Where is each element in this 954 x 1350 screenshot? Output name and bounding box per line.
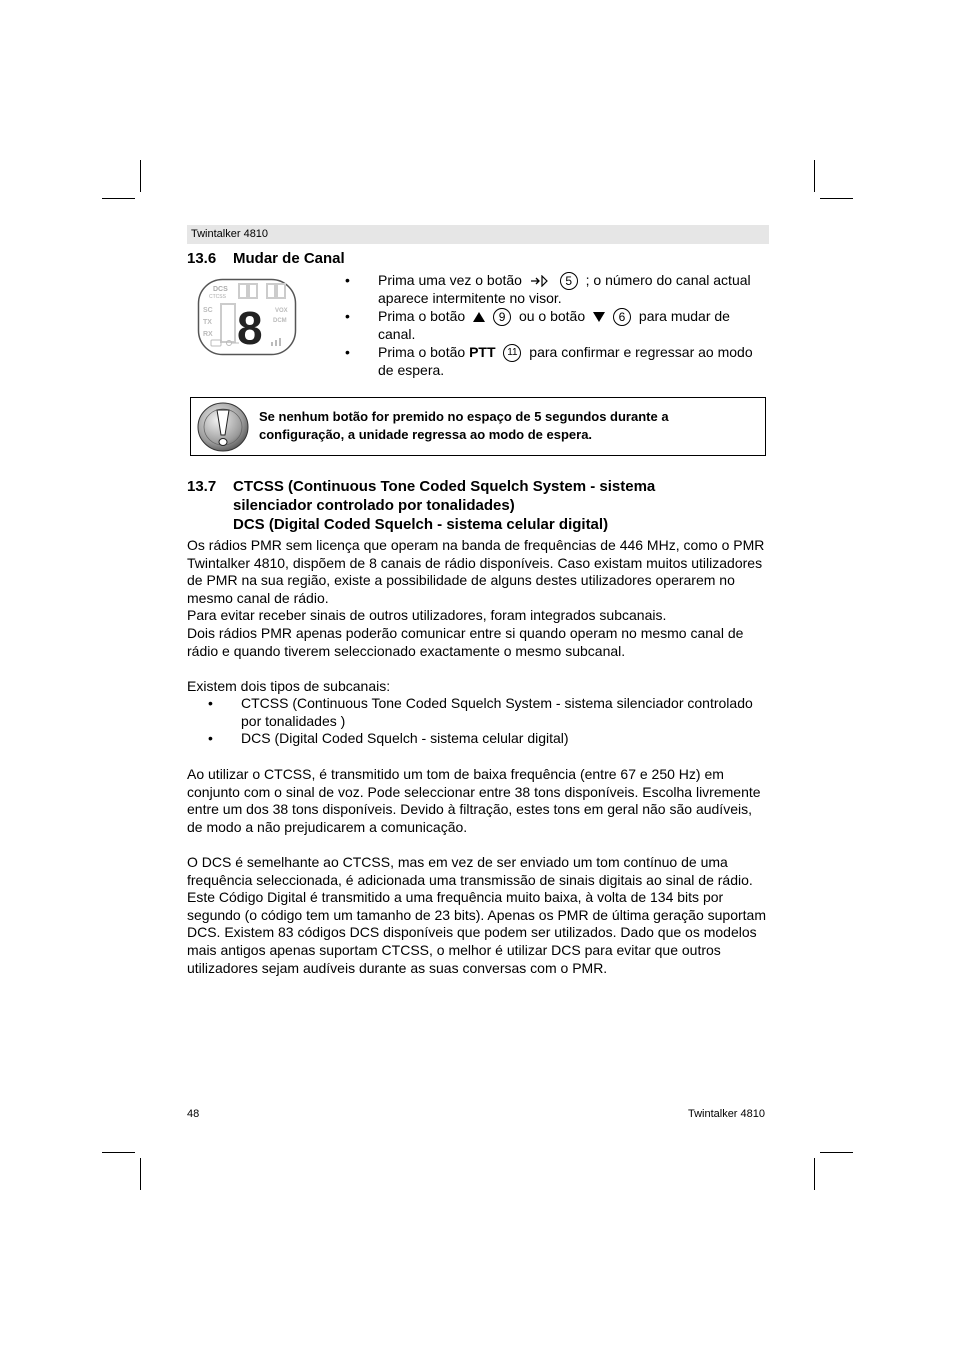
bullet-list — [345, 272, 770, 379]
page-number: 48 — [187, 1108, 200, 1120]
crop-mark — [814, 1158, 815, 1190]
lcd-display-illustration — [197, 278, 297, 356]
section-title-line: DCS (Digital Coded Squelch - sistema celular digital) — [233, 516, 609, 533]
list-item: • Prima uma vez o botão 5 ; o número do canal actual aparece intermitente no visor. — [345, 272, 751, 307]
menu-arrow-icon — [530, 275, 548, 287]
lcd-channel-digit: 8 — [237, 302, 263, 354]
section-title: Mudar de Canal — [233, 250, 345, 267]
lcd-label-vox: VOX — [275, 308, 288, 314]
section-number: 13.6 — [187, 250, 217, 267]
list-item: • DCS (Digital Coded Squelch - sistema celular digital) — [208, 730, 569, 747]
crop-mark — [102, 1152, 135, 1153]
section-title-line: silenciador controlado por tonalidades) — [233, 497, 515, 514]
section-number: 13.7 — [187, 478, 217, 495]
paragraph: Dois rádios PMR apenas poderão comunicar entre si quando operam no mesmo canal de rádio e quando tiverem seleccionado exactamente o mesmo subcanal. — [187, 625, 744, 659]
lcd-label-dcs: DCS — [213, 286, 228, 293]
crop-mark — [140, 1158, 141, 1190]
down-triangle-icon — [593, 312, 605, 322]
paragraph: Ao utilizar o CTCSS, é transmitido um tom de baixa frequência (entre 67 e 250 Hz) em conjunto com o sinal de voz. Pode seleccionar entre 38 tons disponíveis. Escolha livremente entre um dos 38 tons disponíveis. Devido à filtração, estes tons em geral não são audíveis, de modo a não prejudicarem a comunicação. — [187, 766, 761, 835]
exclamation-icon — [197, 402, 249, 452]
lcd-label-ctcss: CTCSS — [209, 294, 226, 300]
running-header: Twintalker 4810 — [187, 225, 769, 244]
crop-mark — [820, 198, 853, 199]
button-ref-badge: 9 — [493, 308, 511, 326]
paragraph: O DCS é semelhante ao CTCSS, mas em vez de ser enviado um tom contínuo de uma frequência seleccionada, é adicionada uma transmissão de sinais digitais ao sinal de rádio. Este Código Digital é transmitido a uma frequência muito baixa, à volta de 134 bits por segundo (o código tem um tamanho de 23 bits). Apenas os PMR de última geração suportam DCS. Existem 83 códigos DCS disponíveis que podem ser utilizados. Dado que os modelos mais antigos apenas suportam CTCSS, o melhor é utilizar DCS para evitar que outros utilizadores sejam audíveis durante as suas conversas com o PMR. — [187, 854, 766, 976]
crop-mark — [814, 160, 815, 192]
list-item: • Prima o botão 9 ou o botão 6 para mudar de canal. — [345, 307, 730, 343]
list-item: • Prima o botão PTT 11 para confirmar e regressar ao modo de espera. — [345, 343, 753, 378]
section-title-line: CTCSS (Continuous Tone Coded Squelch System - sistema — [233, 478, 656, 495]
paragraph: Para evitar receber sinais de outros utilizadores, foram integrados subcanais. — [187, 607, 667, 623]
paragraph: Existem dois tipos de subcanais: — [187, 678, 391, 694]
lcd-label-dcm: DCM — [273, 318, 287, 324]
lcd-label-tx: TX — [203, 319, 212, 326]
button-ref-badge: 11 — [503, 344, 521, 362]
section-heading — [187, 249, 345, 268]
note-box — [190, 397, 766, 456]
paragraph: Os rádios PMR sem licença que operam na banda de frequências de 446 MHz, como o PMR Twintalker 4810, dispõem de 8 canais de rádio disponíveis. Caso existam muitos utilizadores de PMR na sua região, existe a possibilidade de alguns destes utilizadores operarem no mesmo canal de rádio. — [187, 537, 765, 606]
note-text: Se nenhum botão for premido no espaço de 5 segundos durante a configuração, a unidade regressa ao modo de espera. — [259, 409, 669, 442]
crop-mark — [140, 160, 141, 192]
button-ref-badge: 6 — [613, 308, 631, 326]
up-triangle-icon — [473, 312, 485, 322]
lcd-label-rx: RX — [203, 331, 213, 338]
crop-mark — [820, 1152, 853, 1153]
button-ref-badge: 5 — [560, 272, 578, 290]
section-heading — [187, 477, 655, 496]
list-item: • CTCSS (Continuous Tone Coded Squelch System - sistema silenciador controlado por tonalidades ) — [208, 695, 753, 729]
crop-mark — [102, 198, 135, 199]
subchannel-list — [208, 695, 768, 748]
footer-product: Twintalker 4810 — [687, 1108, 765, 1120]
lcd-label-sc: SC — [203, 307, 213, 314]
